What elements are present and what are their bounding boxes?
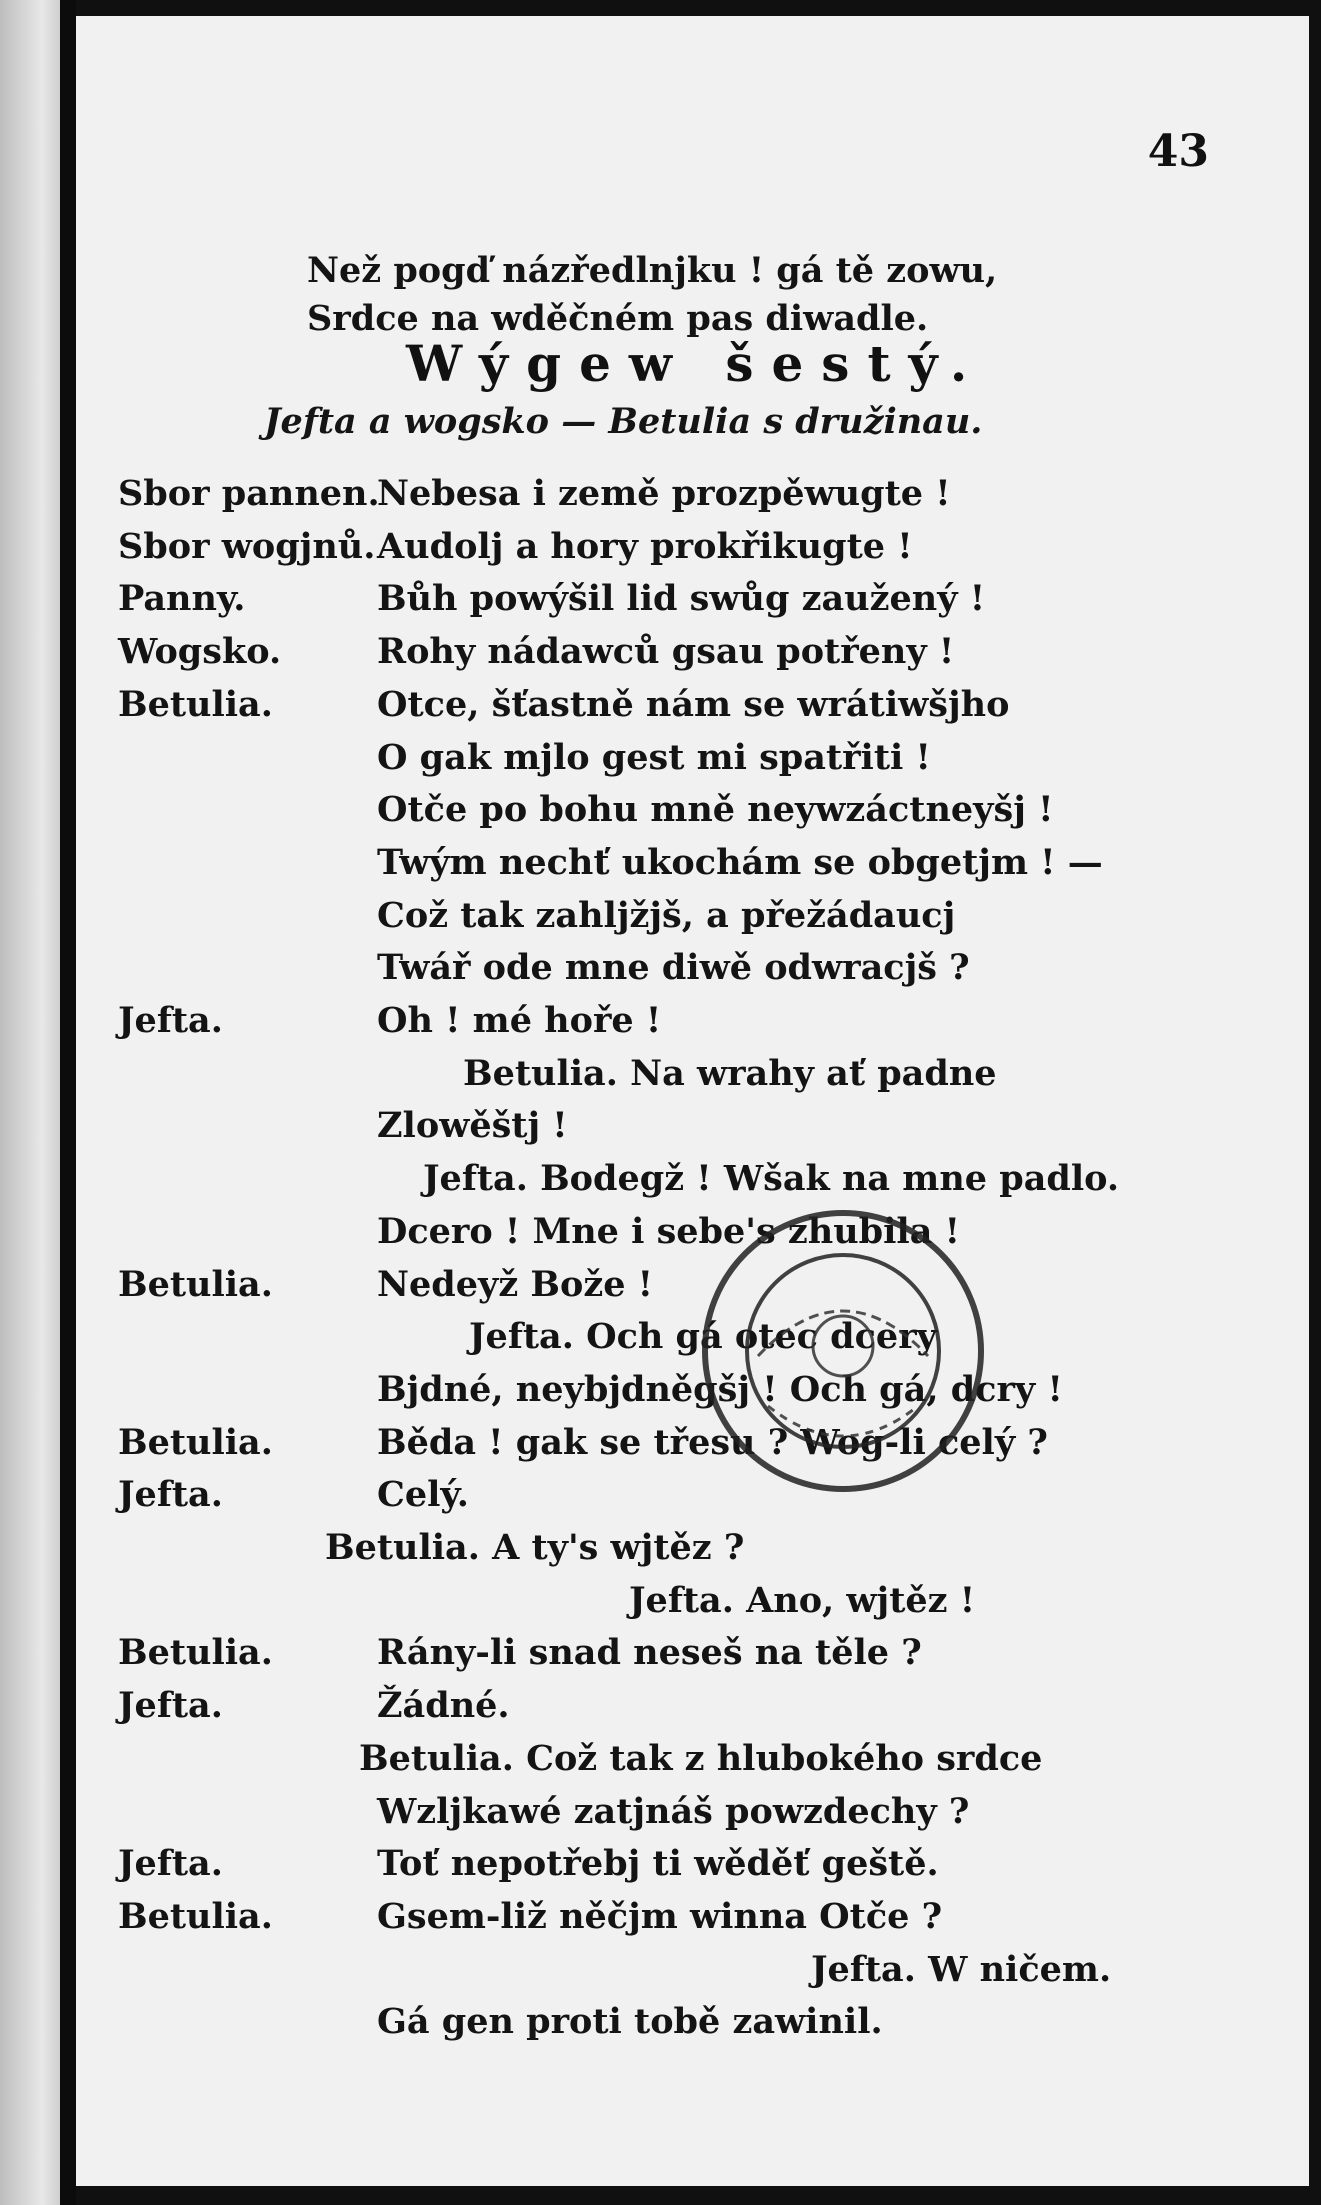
dialogue-text: Toť nepotřebj ti wěděť geště. [377,1843,939,1885]
dialogue-text: Nedeyž Bože ! [377,1263,654,1305]
stage-direction: Jefta a wogsko — Betulia s družinau. [264,401,983,442]
dialogue-text: Nebesa i země prozpěwugte ! [377,473,951,514]
speaker-name: Wogsko. [118,631,282,673]
book-page [76,16,1309,2186]
dialogue-text: Jefta. W ničem. [811,1948,1112,1990]
dialogue-text: O gak mjlo gest mi spatřiti ! [377,736,931,778]
dialogue-text: Dcero ! Mne i sebe's zhubila ! [377,1210,960,1252]
dialogue-text: Bůh powýšil lid swůg zaužený ! [377,578,986,620]
dialogue-text: Rány-li snad neseš na těle ? [377,1632,922,1674]
dialogue-text: Zlowěštj ! [377,1105,568,1147]
speaker-name: Betulia. [118,683,273,725]
dialogue-text: Celý. [377,1474,469,1516]
dialogue-text: Oh ! mé hoře ! [377,1000,662,1041]
speaker-name: Panny. [118,578,246,620]
dialogue-text: Gsem-liž něčjm winna Otče ? [377,1895,943,1937]
dialogue-text: Běda ! gak se třesu ? Wog-li celý ? [377,1421,1048,1463]
speaker-name: Betulia. [118,1263,273,1305]
dialogue-text: Twým nechť ukochám se obgetjm ! — [377,841,1103,883]
dialogue-text: Jefta. Bodegž ! Wšak na mne padlo. [423,1158,1120,1200]
intro-line: Než pogď názředlnjku ! gá tě zowu, [307,250,998,291]
dialogue-text: Betulia. A ty's wjtěz ? [325,1527,745,1568]
dialogue-text: Otče po bohu mně neywzáctneyšj ! [377,789,1054,831]
dialogue-text: Otce, šťastně nám se wrátiwšjho [377,683,1010,725]
dialogue-text: Rohy nádawců gsau potřeny ! [377,631,955,673]
dialogue-text: Betulia. Na wrahy ať padne [463,1052,997,1094]
dialogue-text: Jefta. Och gá otec dcery [469,1316,937,1358]
dialogue-text: Žádné. [377,1685,510,1727]
dialogue-text: Audolj a hory prokřikugte ! [377,525,913,567]
speaker-name: Betulia. [118,1632,273,1674]
adjacent-page-edge [0,0,60,2205]
dialogue-text: Jefta. Ano, wjtěz ! [629,1579,976,1621]
scene-heading: Wýgew šestý. [406,334,986,393]
book-gutter [60,0,76,2205]
speaker-name: Sbor wogjnů. [118,525,376,567]
speaker-name: Betulia. [118,1421,273,1463]
speaker-name: Jefta. [118,1000,223,1041]
dialogue-text: Což tak zahljžjš, a přežádaucj [377,894,956,936]
speaker-name: Jefta. [118,1474,223,1516]
dialogue-text: Betulia. Což tak z hlubokého srdce [359,1737,1043,1779]
dialogue-text: Gá gen proti tobě zawinil. [377,2001,883,2043]
dialogue-text: Bjdné, neybjdněgšj ! Och gá, dcry ! [377,1368,1063,1410]
intro-line: Srdce na wděčném pas diwadle. [307,298,929,339]
library-stamp [698,1206,988,1496]
speaker-name: Sbor pannen. [118,473,380,514]
dialogue-text: Twář ode mne diwě odwracjš ? [377,947,970,989]
speaker-name: Jefta. [118,1685,223,1727]
speaker-name: Jefta. [118,1843,223,1885]
page-number: 43 [1147,126,1209,177]
speaker-name: Betulia. [118,1895,273,1937]
dialogue-text: Wzljkawé zatjnáš powzdechy ? [377,1790,970,1832]
